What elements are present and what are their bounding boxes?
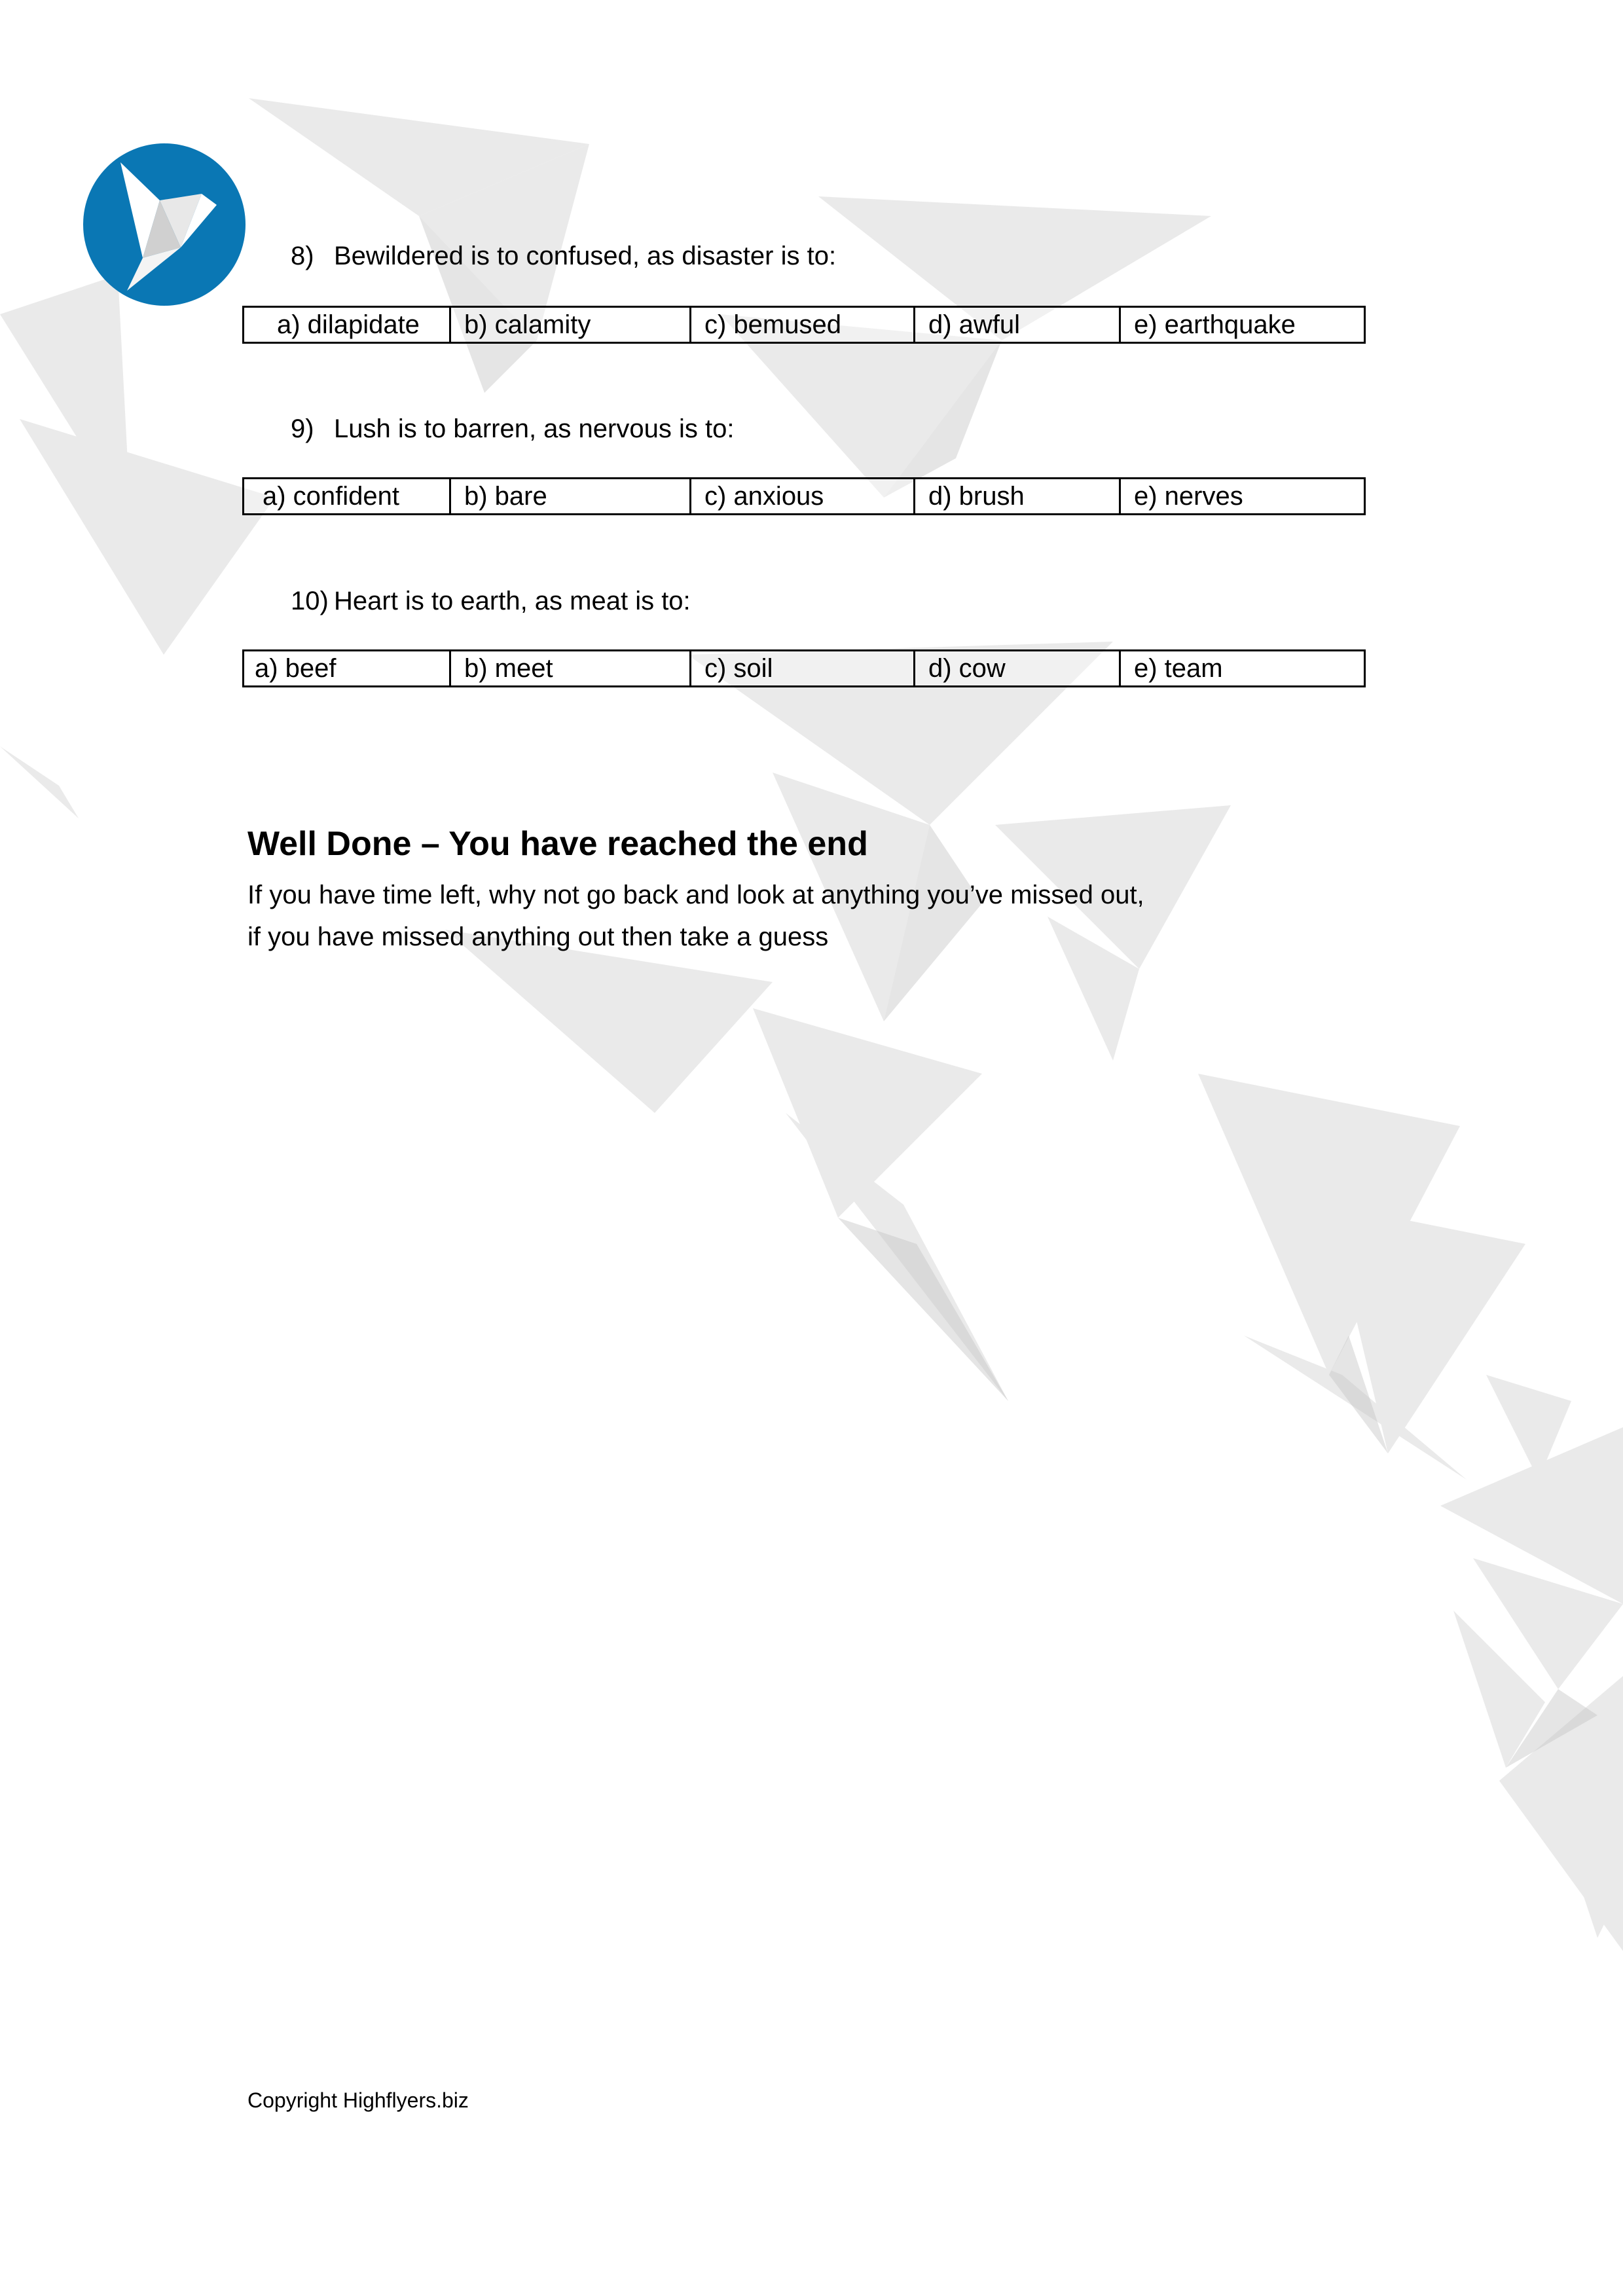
option-a[interactable]: a) confident [244, 479, 450, 515]
option-e[interactable]: e) nerves [1120, 479, 1365, 515]
option-e[interactable]: e) team [1120, 651, 1365, 687]
question-text: Lush is to barren, as nervous is to: [334, 414, 735, 443]
question-8 [291, 240, 836, 272]
closing-text-line-2: if you have missed anything out then take a guess [247, 922, 829, 951]
copyright-footer: Copyright Highflyers.biz [247, 2088, 469, 2112]
question-text: Heart is to earth, as meat is to: [334, 587, 691, 615]
option-c[interactable]: c) anxious [691, 479, 915, 515]
option-c[interactable]: c) soil [691, 651, 915, 687]
question-10 [291, 585, 691, 617]
option-a[interactable]: a) beef [244, 651, 450, 687]
answer-options-table-8 [242, 306, 1366, 344]
option-d[interactable]: d) cow [915, 651, 1120, 687]
option-e[interactable]: e) earthquake [1120, 307, 1365, 343]
option-d[interactable]: d) awful [915, 307, 1120, 343]
option-b[interactable]: b) calamity [450, 307, 691, 343]
answer-options-table-10 [242, 649, 1366, 687]
question-number: 9) [291, 414, 314, 443]
option-d[interactable]: d) brush [915, 479, 1120, 515]
option-c[interactable]: c) bemused [691, 307, 915, 343]
origami-dove-logo-icon [82, 143, 246, 306]
options-row [244, 651, 1365, 687]
options-row [244, 479, 1365, 515]
question-number: 10) [291, 587, 329, 615]
option-a[interactable]: a) dilapidate [244, 307, 450, 343]
option-b[interactable]: b) meet [450, 651, 691, 687]
options-row [244, 307, 1365, 343]
answer-options-table-9 [242, 477, 1366, 515]
option-b[interactable]: b) bare [450, 479, 691, 515]
question-9 [291, 413, 734, 445]
closing-heading: Well Done – You have reached the end [247, 825, 868, 863]
closing-text-line-1: If you have time left, why not go back and look at anything you’ve missed out, [247, 881, 1144, 909]
question-number: 8) [291, 242, 314, 270]
question-text: Bewildered is to confused, as disaster is to: [334, 242, 837, 270]
